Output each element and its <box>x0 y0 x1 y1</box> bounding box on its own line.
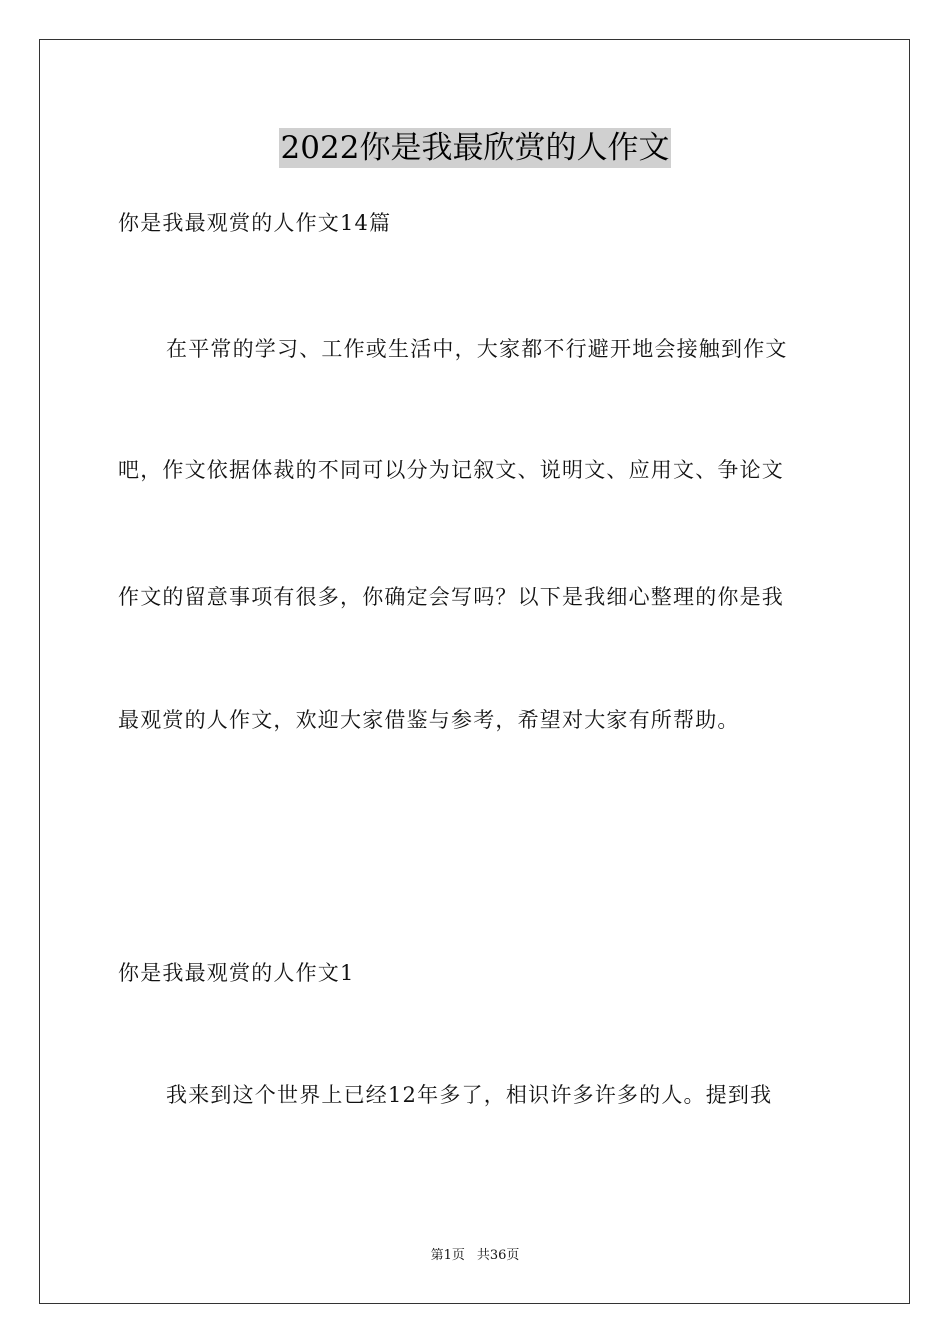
document-subtitle: 你是我最观赏的人作文14篇 <box>118 211 392 235</box>
page-footer <box>0 1247 950 1265</box>
paragraph-line: 作文的留意事项有很多，你确定会写吗？以下是我细心整理的你是我 <box>118 585 784 609</box>
paragraph-line: 在平常的学习、工作或生活中，大家都不行避开地会接触到作文 <box>166 337 788 361</box>
paragraph-line: 最观赏的人作文，欢迎大家借鉴与参考，希望对大家有所帮助。 <box>118 708 740 732</box>
document-title: 2022你是我最欣赏的人作文 <box>280 130 670 166</box>
title-container <box>0 128 950 168</box>
page-total: 共36页 <box>476 1248 520 1263</box>
section-heading: 你是我最观赏的人作文1 <box>118 961 355 985</box>
page-number: 第1页 <box>430 1248 465 1263</box>
paragraph-line: 吧，作文依据体裁的不同可以分为记叙文、说明文、应用文、争论文 <box>118 458 784 482</box>
paragraph-line: 我来到这个世界上已经12年多了，相识许多许多的人。提到我 <box>166 1083 773 1107</box>
